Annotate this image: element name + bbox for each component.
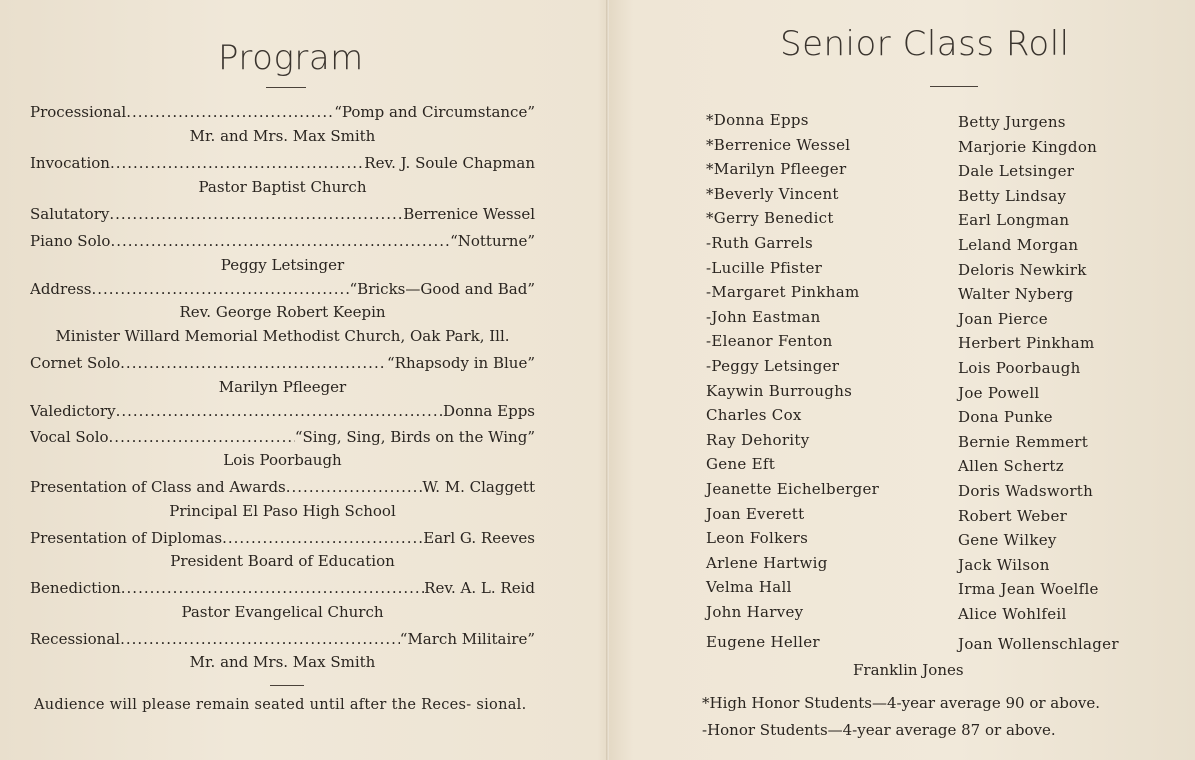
student-name: Leon Folkers bbox=[706, 529, 809, 548]
program-item-value: “March Militaire” bbox=[399, 630, 535, 648]
student-name: Dona Punke bbox=[958, 408, 1053, 427]
student-name: Deloris Newkirk bbox=[958, 260, 1087, 279]
student-name: Leland Morgan bbox=[958, 236, 1079, 254]
program-item bbox=[30, 202, 535, 226]
student-name: Betty Lindsay bbox=[958, 186, 1067, 205]
student-name: Bernie Remmert bbox=[958, 432, 1089, 451]
student-name: -Peggy Letsinger bbox=[706, 357, 840, 375]
leader-dots bbox=[110, 229, 450, 253]
leader-dots bbox=[110, 151, 364, 175]
program-item-value: “Rhapsody in Blue” bbox=[387, 354, 535, 372]
roll-page bbox=[700, 0, 1170, 760]
student-name: -Margaret Pinkham bbox=[706, 283, 860, 302]
program-item-value: “Pomp and Circumstance” bbox=[334, 103, 535, 121]
program-subline: Pastor Evangelical Church bbox=[181, 603, 384, 621]
student-name: Joan Pierce bbox=[958, 309, 1048, 328]
student-name: Jeanette Eichelberger bbox=[706, 480, 880, 498]
student-name: Lois Poorbaugh bbox=[958, 359, 1081, 377]
audience-note: Audience will please remain seated until after the Reces- sional. bbox=[34, 697, 527, 713]
program-item-value: W. M. Claggett bbox=[422, 478, 535, 496]
program-item-label: Presentation of Diplomas bbox=[30, 529, 223, 547]
student-name: -Ruth Garrels bbox=[706, 234, 814, 252]
program-item bbox=[30, 100, 535, 124]
leader-dots bbox=[121, 576, 424, 600]
leader-dots bbox=[91, 277, 349, 301]
footnote-honor: -Honor Students—4-year average 87 or above. bbox=[702, 721, 1056, 739]
program-item bbox=[30, 576, 535, 600]
student-name: -Lucille Pfister bbox=[706, 258, 823, 277]
program-item bbox=[30, 229, 535, 253]
student-name: Gene Wilkey bbox=[958, 531, 1057, 550]
leader-dots bbox=[109, 202, 403, 226]
program-subline: Lois Poorbaugh bbox=[223, 451, 342, 469]
student-name: Jack Wilson bbox=[958, 555, 1050, 574]
program-item-label: Piano Solo bbox=[30, 232, 111, 250]
leader-dots bbox=[222, 526, 423, 550]
program-item bbox=[30, 399, 535, 423]
program-subline: Rev. George Robert Keepin bbox=[179, 303, 386, 321]
program-subline: Marilyn Pfleeger bbox=[218, 378, 347, 396]
program-item-label: Presentation of Class and Awards bbox=[30, 478, 286, 496]
student-name: *Beverly Vincent bbox=[706, 184, 839, 203]
roll-last-name: Franklin Jones bbox=[853, 661, 964, 679]
footnote-high-honor: *High Honor Students—4-year average 90 or above. bbox=[702, 694, 1100, 712]
student-name: *Donna Epps bbox=[706, 111, 809, 129]
program-subline: Minister Willard Memorial Methodist Church, Oak Park, Ill. bbox=[55, 327, 510, 345]
roll-right-column bbox=[958, 110, 1195, 660]
program-subline: President Board of Education bbox=[170, 552, 395, 570]
program-item bbox=[30, 351, 535, 375]
program-title-rule bbox=[266, 87, 306, 88]
program-subline: Pastor Baptist Church bbox=[198, 178, 367, 196]
program-page bbox=[30, 0, 540, 760]
program-item-label: Valedictory bbox=[30, 402, 116, 420]
roll-left-column bbox=[706, 108, 946, 658]
student-name: Joe Powell bbox=[958, 383, 1040, 402]
student-name: Earl Longman bbox=[958, 211, 1070, 230]
program-item-value: Earl G. Reeves bbox=[423, 529, 535, 547]
program-item-value: Berrenice Wessel bbox=[403, 205, 535, 223]
program-item-value: “Notturne” bbox=[450, 232, 535, 250]
student-name: Arlene Hartwig bbox=[706, 553, 828, 572]
program-item bbox=[30, 425, 535, 449]
program-item bbox=[30, 277, 535, 301]
student-name: Marjorie Kingdon bbox=[958, 137, 1098, 156]
program-item-value: “Sing, Sing, Birds on the Wing” bbox=[294, 428, 535, 446]
student-name: John Harvey bbox=[706, 603, 804, 621]
program-item-label: Salutatory bbox=[30, 205, 110, 223]
student-name: Joan Everett bbox=[706, 504, 805, 523]
program-subline: Mr. and Mrs. Max Smith bbox=[189, 653, 376, 671]
program-title: Program bbox=[218, 38, 364, 78]
student-name: *Berrenice Wessel bbox=[706, 135, 851, 154]
program-item-label: Recessional bbox=[30, 630, 121, 648]
program-item-label: Invocation bbox=[30, 154, 110, 172]
student-name: Eugene Heller bbox=[706, 632, 820, 651]
program-item-value: “Bricks—Good and Bad” bbox=[349, 280, 535, 298]
student-name: Allen Schertz bbox=[958, 457, 1064, 476]
roll-title-rule bbox=[930, 86, 978, 87]
program-item-value: Rev. J. Soule Chapman bbox=[364, 154, 535, 172]
student-name: Ray Dehority bbox=[706, 430, 810, 449]
student-name: Gene Eft bbox=[706, 455, 776, 474]
student-name: -Eleanor Fenton bbox=[706, 332, 833, 351]
program-item-label: Processional bbox=[30, 103, 127, 121]
program-item bbox=[30, 475, 535, 499]
student-name: Charles Cox bbox=[706, 406, 802, 425]
student-name: Betty Jurgens bbox=[958, 113, 1066, 131]
student-name: Joan Wollenschlager bbox=[958, 634, 1119, 653]
student-name: Robert Weber bbox=[958, 506, 1068, 525]
program-item-label: Cornet Solo bbox=[30, 354, 121, 372]
student-name: Doris Wadsworth bbox=[958, 482, 1094, 500]
student-name: Walter Nyberg bbox=[958, 285, 1074, 304]
program-subline: Principal El Paso High School bbox=[169, 502, 396, 520]
student-name: *Gerry Benedict bbox=[706, 209, 834, 228]
leader-dots bbox=[116, 399, 443, 423]
program-item-label: Benediction bbox=[30, 579, 121, 597]
student-name: Irma Jean Woelfle bbox=[958, 580, 1099, 599]
student-name: Velma Hall bbox=[706, 578, 792, 597]
student-name: Kaywin Burroughs bbox=[706, 381, 853, 400]
roll-title: Senior Class Roll bbox=[780, 24, 1070, 64]
leader-dots bbox=[126, 100, 334, 124]
leader-dots bbox=[109, 425, 295, 449]
program-item bbox=[30, 151, 535, 175]
program-subline: Mr. and Mrs. Max Smith bbox=[189, 127, 376, 145]
program-item-value: Rev. A. L. Reid bbox=[424, 579, 535, 597]
leader-dots bbox=[286, 475, 423, 499]
student-name: *Marilyn Pfleeger bbox=[706, 160, 847, 179]
program-item-value: Donna Epps bbox=[443, 402, 535, 420]
program-end-rule bbox=[270, 685, 304, 686]
program-item-label: Vocal Solo bbox=[30, 428, 109, 446]
program-item-label: Address bbox=[30, 280, 92, 298]
leader-dots bbox=[120, 351, 387, 375]
student-name: -John Eastman bbox=[706, 307, 821, 326]
program-item bbox=[30, 526, 535, 550]
leader-dots bbox=[120, 627, 400, 651]
student-name: Dale Letsinger bbox=[958, 162, 1075, 181]
program-item bbox=[30, 627, 535, 651]
program-subline: Peggy Letsinger bbox=[220, 256, 345, 274]
student-name: Alice Wohlfeil bbox=[958, 605, 1067, 623]
center-fold bbox=[606, 0, 609, 760]
student-name: Herbert Pinkham bbox=[958, 334, 1095, 353]
